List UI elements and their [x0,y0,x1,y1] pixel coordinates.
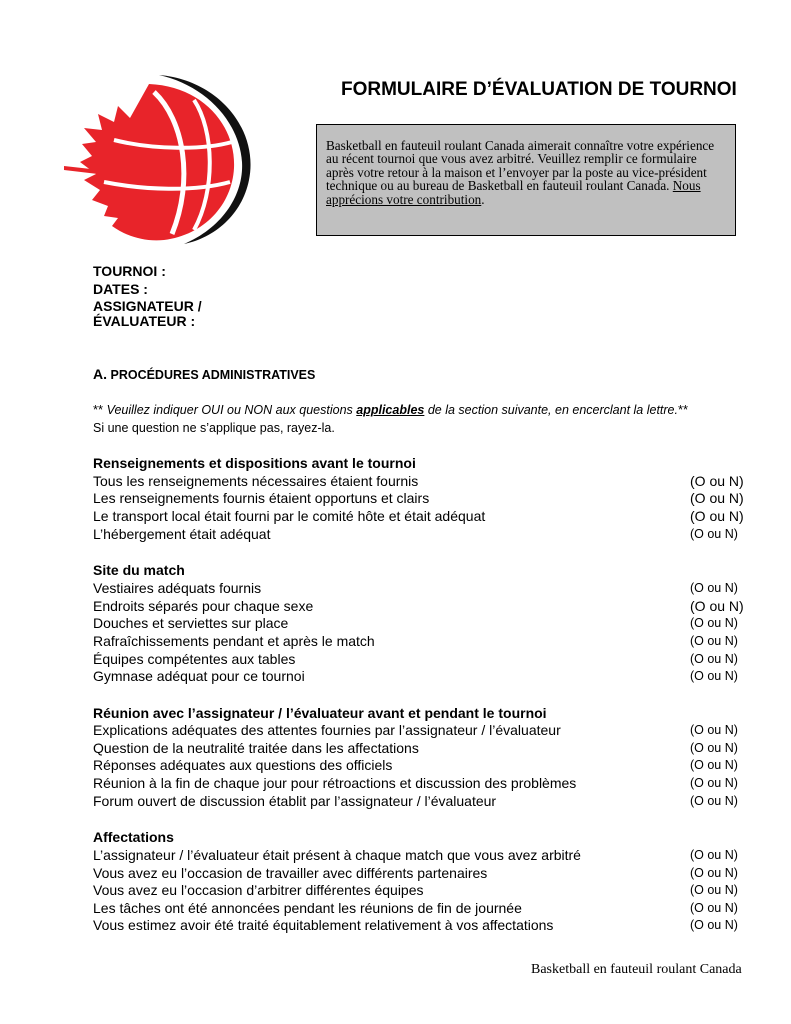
question-text: L’assignateur / l’évaluateur était présent à chaque match que vous avez arbitré [93,847,581,863]
question-text: Vestiaires adéquats fournis [93,580,262,596]
question-row [93,490,753,508]
question-text: Gymnase adéquat pour ce tournoi [93,668,305,684]
group-title: Affectations [93,829,174,845]
question-text: Réponses adéquates aux questions des officiels [93,757,393,773]
intro-text: Basketball en fauteuil roulant Canada aimerait connaître votre expérience au récent tournoi que vous avez arbitré. Veuillez remplir ce formulaire après votre retour à la maison et l’envoyer par la poste au vice-président technique ou au bureau de Basketball en fauteuil roulant Canada. [326,138,715,194]
question-row [93,757,753,775]
answer-choice[interactable]: (O ou N) [690,652,738,666]
intro-thanks: Nous apprécions votre contribution [326,178,701,207]
answer-choice[interactable]: (O ou N) [690,598,744,614]
question-text: Endroits séparés pour chaque sexe [93,598,314,614]
section-a-title: PROCÉDURES ADMINISTRATIVES [110,368,316,382]
question-text: Douches et serviettes sur place [93,615,289,631]
question-row [93,900,753,918]
question-text: Question de la neutralité traitée dans les affectations [93,740,419,756]
question-row [93,598,753,616]
footer-org-name: Basketball en fauteuil roulant Canada [531,962,742,977]
answer-choice[interactable]: (O ou N) [690,473,744,489]
intro-box [316,124,736,236]
question-row [93,526,753,544]
note-stars-close: ** [677,402,689,417]
answer-choice[interactable]: (O ou N) [690,616,738,630]
question-row [93,722,753,740]
question-text: Réunion à la fin de chaque jour pour rétroactions et discussion des problèmes [93,775,577,791]
question-text: L’hébergement était adéquat [93,526,271,542]
answer-choice[interactable]: (O ou N) [690,794,738,808]
note-part2: de la section suivante, en encerclant la lettre. [424,403,678,417]
question-row [93,633,753,651]
question-text: Vous estimez avoir été traité équitablement relativement à vos affectations [93,917,554,933]
answer-choice[interactable]: (O ou N) [690,901,738,915]
answer-choice[interactable]: (O ou N) [690,918,738,932]
question-row [93,793,753,811]
answer-choice[interactable]: (O ou N) [690,527,738,541]
question-text: Les renseignements fournis étaient opportuns et clairs [93,490,430,506]
assignateur-label: ASSIGNATEUR / [93,298,202,314]
section-a-letter: A. [93,366,107,382]
maple-leaf-basketball-logo [44,70,264,245]
question-row [93,865,753,883]
question-row [93,775,753,793]
answer-choice[interactable]: (O ou N) [690,508,744,524]
answer-choice[interactable]: (O ou N) [690,758,738,772]
answer-choice[interactable]: (O ou N) [690,866,738,880]
note-part1: Veuillez indiquer OUI ou NON aux questions [103,403,357,417]
question-row [93,847,753,865]
instruction-note [93,402,688,417]
page-title: FORMULAIRE D’ÉVALUATION DE TOURNOI [341,79,737,100]
question-text: Explications adéquates des attentes fournies par l’assignateur / l’évaluateur [93,722,561,738]
question-text: Les tâches ont été annoncées pendant les réunions de fin de journée [93,900,522,916]
question-row [93,508,753,526]
question-row [93,651,753,669]
instruction-note-2: Si une question ne s’applique pas, rayez-la. [93,421,335,435]
note-stars-open: ** [93,402,104,417]
question-text: Équipes compétentes aux tables [93,651,296,667]
intro-period: . [481,191,485,207]
note-bold: applicables [356,403,425,417]
question-text: Tous les renseignements nécessaires étaient fournis [93,473,419,489]
group-title: Site du match [93,562,185,578]
answer-choice[interactable]: (O ou N) [690,776,738,790]
group-title: Renseignements et dispositions avant le tournoi [93,455,416,471]
question-row [93,740,753,758]
evaluateur-label: ÉVALUATEUR : [93,313,196,329]
question-text: Vous avez eu l’occasion d’arbitrer différentes équipes [93,882,424,898]
answer-choice[interactable]: (O ou N) [690,490,744,506]
answer-choice[interactable]: (O ou N) [690,634,738,648]
answer-choice[interactable]: (O ou N) [690,723,738,737]
question-row [93,882,753,900]
question-text: Le transport local était fourni par le comité hôte et était adéquat [93,508,486,524]
question-text: Rafraîchissements pendant et après le match [93,633,375,649]
question-row [93,668,753,686]
question-row [93,473,753,491]
tournoi-label: TOURNOI : [93,263,166,279]
dates-label: DATES : [93,281,148,297]
section-a-heading [93,366,315,382]
answer-choice[interactable]: (O ou N) [690,581,738,595]
question-text: Forum ouvert de discussion établit par l’assignateur / l’évaluateur [93,793,497,809]
question-row [93,615,753,633]
answer-choice[interactable]: (O ou N) [690,669,738,683]
question-row [93,580,753,598]
answer-choice[interactable]: (O ou N) [690,883,738,897]
question-row [93,917,753,935]
answer-choice[interactable]: (O ou N) [690,848,738,862]
answer-choice[interactable]: (O ou N) [690,741,738,755]
group-title: Réunion avec l’assignateur / l’évaluateur avant et pendant le tournoi [93,705,547,721]
question-text: Vous avez eu l’occasion de travailler avec différents partenaires [93,865,488,881]
